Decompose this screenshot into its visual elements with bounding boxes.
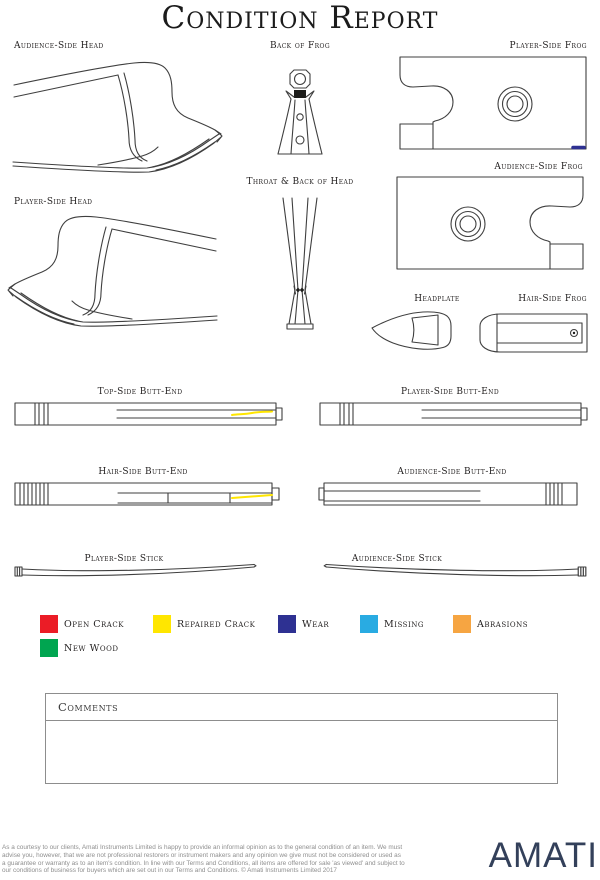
footer-line: advise you, however, that we are not professional restorers or instrument makers and any opinion we give must not be considered or used as	[2, 851, 401, 859]
diagram-top-side-butt-end[interactable]	[14, 401, 284, 427]
legend-label-repaired-crack: Repaired Crack	[177, 618, 256, 630]
label-top-side-butt-end: Top-Side Butt-End	[97, 387, 183, 397]
amati-logo: AMATI	[488, 836, 598, 875]
label-audience-side-butt-end: Audience-Side Butt-End	[397, 467, 507, 477]
diagram-back-of-frog[interactable]	[265, 68, 335, 160]
label-audience-side-head: Audience-Side Head	[14, 41, 104, 51]
legend-item-repaired-crack	[153, 615, 255, 633]
wear-swatch	[278, 615, 296, 633]
diagram-audience-side-head[interactable]	[2, 52, 230, 184]
new-wood-swatch	[40, 639, 58, 657]
legend-label-open-crack: Open Crack	[64, 618, 124, 630]
legend-item-new-wood	[40, 639, 119, 657]
label-audience-side-stick: Audience-Side Stick	[351, 554, 443, 564]
diagram-player-side-frog[interactable]	[397, 56, 589, 151]
diagram-headplate[interactable]	[371, 306, 456, 354]
comments-input-area[interactable]	[46, 721, 557, 782]
label-player-side-stick: Player-Side Stick	[84, 554, 164, 564]
footer-line: our conditions of business for buyers which are set out in our Terms and Conditions. © Amati Instruments Limited 2017	[2, 867, 337, 875]
diagram-hair-side-frog[interactable]	[475, 313, 590, 353]
legend-item-open-crack	[40, 615, 124, 633]
label-headplate: Headplate	[414, 294, 460, 304]
diagram-player-side-butt-end[interactable]	[319, 401, 589, 427]
diagram-throat-back-of-head[interactable]	[265, 192, 335, 337]
label-player-side-butt-end: Player-Side Butt-End	[400, 387, 500, 397]
repaired-crack-mark	[232, 412, 272, 416]
diagram-player-side-head[interactable]	[0, 206, 228, 338]
legend-item-missing	[360, 615, 424, 633]
footer-line: a guarantee or warranty as to an item's condition. In line with our Terms and Conditions, all items are offered for sale 'as viewed' and subject to	[2, 859, 405, 867]
legend-item-wear	[278, 615, 329, 633]
repaired-crack-swatch	[153, 615, 171, 633]
repaired-crack-mark	[232, 495, 272, 498]
footer-disclaimer	[2, 844, 405, 875]
comments-header: Comments	[46, 694, 557, 721]
label-back-of-frog: Back of Frog	[269, 41, 331, 51]
diagram-player-side-stick[interactable]	[13, 560, 258, 580]
open-crack-swatch	[40, 615, 58, 633]
label-audience-side-frog: Audience-Side Frog	[494, 162, 583, 172]
diagram-audience-side-butt-end[interactable]	[318, 481, 588, 507]
diagram-audience-side-stick[interactable]	[322, 560, 588, 580]
legend-label-wear: Wear	[302, 618, 330, 630]
label-player-side-head: Player-Side Head	[14, 197, 93, 207]
missing-swatch	[360, 615, 378, 633]
page-title: Condition Report	[161, 0, 439, 36]
abrasions-swatch	[453, 615, 471, 633]
legend-label-abrasions: Abrasions	[477, 618, 529, 630]
footer-line: As a courtesy to our clients, Amati Instruments Limited is happy to provide an informal opinion as to the general condition of an item. We must	[2, 844, 403, 851]
label-hair-side-frog: Hair-Side Frog	[518, 294, 587, 304]
legend-item-abrasions	[453, 615, 528, 633]
label-throat-back-of-head: Throat & Back of Head	[246, 177, 354, 187]
legend-label-new-wood: New Wood	[64, 642, 119, 654]
legend-label-missing: Missing	[384, 618, 424, 630]
label-hair-side-butt-end: Hair-Side Butt-End	[98, 467, 188, 477]
comments-box	[45, 693, 558, 784]
diagram-hair-side-butt-end[interactable]	[14, 481, 284, 507]
diagram-audience-side-frog[interactable]	[394, 176, 586, 271]
label-player-side-frog: Player-Side Frog	[509, 41, 587, 51]
